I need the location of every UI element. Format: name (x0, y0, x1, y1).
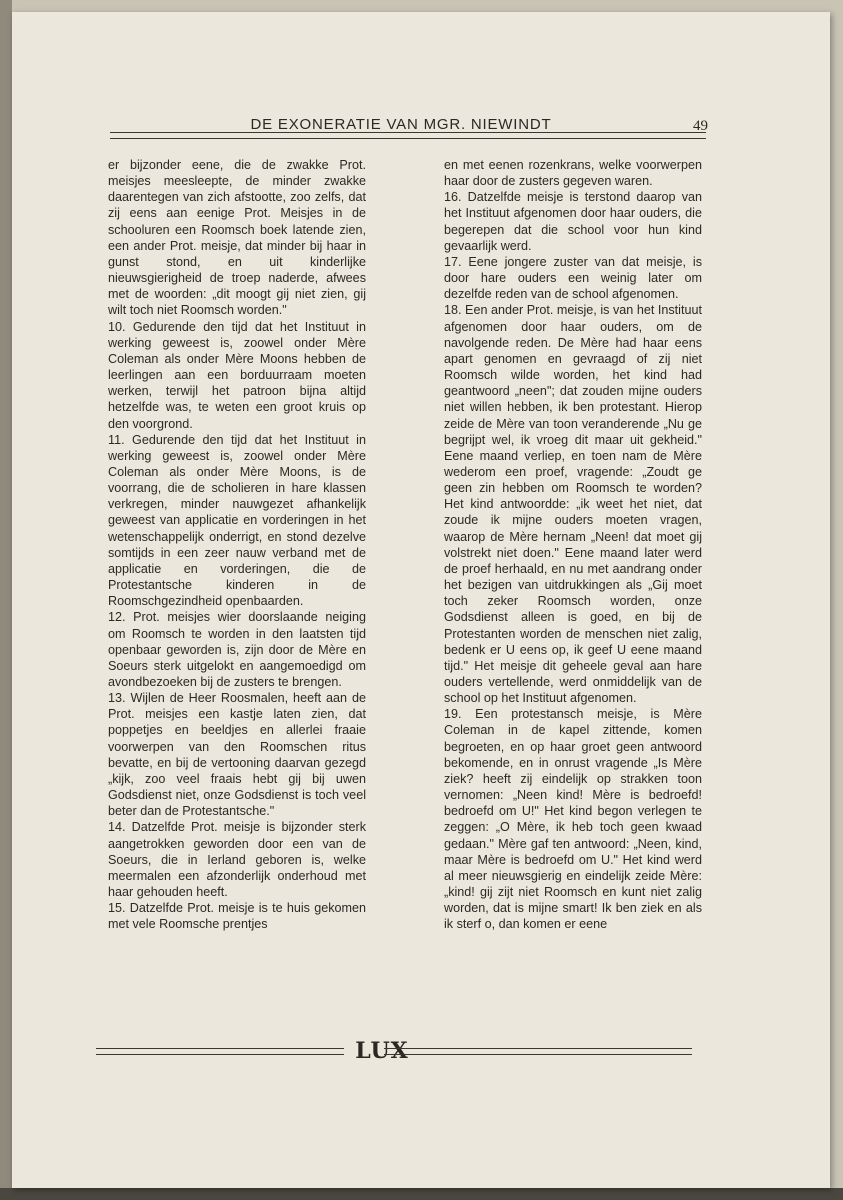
paragraph: 19. Een protestansch meisje, is Mère Coleman in de kapel zittende, komen begroeten, en op haar groet geen antwoord bekomende, en in onrust vragende „Is Mère ziek? heeft zij eindelijk op strakken toon vernomen: „Neen kind! Mère is bedroefd! bedroefd om U!" Het kind begon verlegen te zeggen: „O Mère, ik heb toch geen kwaad gedaan." Mère gaf ten antwoord: „Neen, kind, maar Mère is bedroefd om U." Het kind werd al meer nieuwsgierig en eindelijk zeide Mère: „kind! gij zijt niet Roomsch en kunt niet zalig worden, dat is mijne smart! Ik ben ziek en als ik sterf o, dan komen er eene (444, 707, 702, 932)
page-number: 49 (693, 118, 708, 134)
footer-rule-left (96, 1048, 344, 1055)
running-header (96, 100, 708, 134)
paragraph: en met eenen rozenkrans, welke voorwerpen haar door de zusters gegeven waren. (444, 158, 702, 189)
page-title: DE EXONERATIE VAN MGR. NIEWINDT (250, 116, 552, 133)
left-text-column (108, 157, 366, 933)
paragraph: 18. Een ander Prot. meisje, is van het Instituut afgenomen door haar ouders, om de navolgende reden. De Mère had haar eens apart genomen en gevraagd of zij niet Roomsch wilde worden, het kind had geantwoord „neen"; dat zouden mijne ouders niet willen hebben, ik ben protestant. Hierop zeide de Mère van toon veranderende „Nu ge begrijpt wel, ik vroeg dit maar uit gekheid." Eene maand verliep, en toen nam de Mère wederom een proef, vragende: „Zoudt ge geen zin hebben om Roomsch te worden? Het kind antwoordde: „ik weet het niet, dat zoude ik mijne ouders moeten vragen, waarop de Mère hernam „Neen! dat moet gij volstrekt niet doen." Eene maand later werd de proef herhaald, en nu met aandrang onder het bezigen van uitdrukkingen als „Gij moet toch zeker Roomsch worden, onze Godsdienst alleen is goed, en bij de Protestanten worden de menschen niet zalig, bedenk er U eens op, ik geef U eene maand tijd." Het meisje dit geheele geval aan hare ouders vertellende, werd onmiddelijk van de school op het Instituut afgenomen. (444, 303, 702, 706)
paragraph: 12. Prot. meisjes wier doorslaande neiging om Roomsch te worden in den laatsten tijd openbaar geworden is, zijn door de Mère en Soeurs sterk uitgelokt en aangemoedigd om avondbezoeken bij de zusters te brengen. (108, 610, 366, 689)
paragraph: 16. Datzelfde meisje is terstond daarop van het Instituut afgenomen door haar ouders, die begerepen dat die school voor hun kind gevaarlijk werd. (444, 190, 702, 253)
right-text-column (444, 157, 702, 933)
header-rule (110, 132, 706, 139)
paragraph: 15. Datzelfde Prot. meisje is te huis gekomen met vele Roomsche prentjes (108, 901, 366, 932)
book-spine (0, 0, 12, 1200)
paragraph: er bijzonder eene, die de zwakke Prot. meisjes meesleepte, de minder zwakke daarentegen van zich afstootte, zoo zelfs, dat zij eens aan eenige Prot. Meisjes in de schooluren een Roomsch boek latende zien, een ander Prot. meisje, dat minder bij haar in gunst stond, en uit kinderlijke nieuwsgierigheid de troep naderde, afwees met de woorden: „dit moogt gij niet zien, gij wilt toch niet Roomsch worden." (108, 158, 366, 318)
footer-rule-right (384, 1048, 692, 1055)
scan-bottom-edge (0, 1188, 843, 1200)
paragraph: 13. Wijlen de Heer Roosmalen, heeft aan de Prot. meisjes een kastje laten zien, dat poppetjes en beeldjes en allerlei fraaie voorwerpen van den Roomschen ritus bevatte, en bij de vertooning daarvan gezegd „kijk, zoo veel fraais hebt gij bij uwen Godsdienst niet, onze Godsdienst is toch veel beter dan de Protestantsche." (108, 691, 366, 819)
page-footer (96, 1040, 692, 1070)
footer-mark: LUX (355, 1038, 409, 1064)
paragraph: 14. Datzelfde Prot. meisje is bijzonder sterk aangetrokken geworden door een van de Soeurs, die in Ierland geboren is, welke meermalen een afzonderlijk onderhoud met haar gehouden heeft. (108, 820, 366, 900)
paragraph: 10. Gedurende den tijd dat het Instituut in werking geweest is, zoowel onder Mère Coleman als onder Mère Moons hebben de leerlingen aan een borduurraam moeten werken, terwijl het patroon bijna altijd hetzelfde was, te weten een groot kruis op den voorgrond. (108, 319, 366, 431)
paragraph: 17. Eene jongere zuster van dat meisje, is door hare ouders een weinig later om dezelfde reden van de school afgenomen. (444, 254, 702, 302)
paragraph: 11. Gedurende den tijd dat het Instituut in werking geweest is, zoowel onder Mère Coleman als onder Mère Moons, is de voorrang, die de scholieren in hare klassen verkregen, minder nauwgezet afhankelijk geweest van applicatie en vorderingen in het wetenschappelijk onderrigt, en stond dezelve somtijds in een zeer nauw verband met de applicatie en vorderingen, die de Protestantsche kinderen in de Roomschgezindheid openbaarden. (108, 432, 366, 609)
